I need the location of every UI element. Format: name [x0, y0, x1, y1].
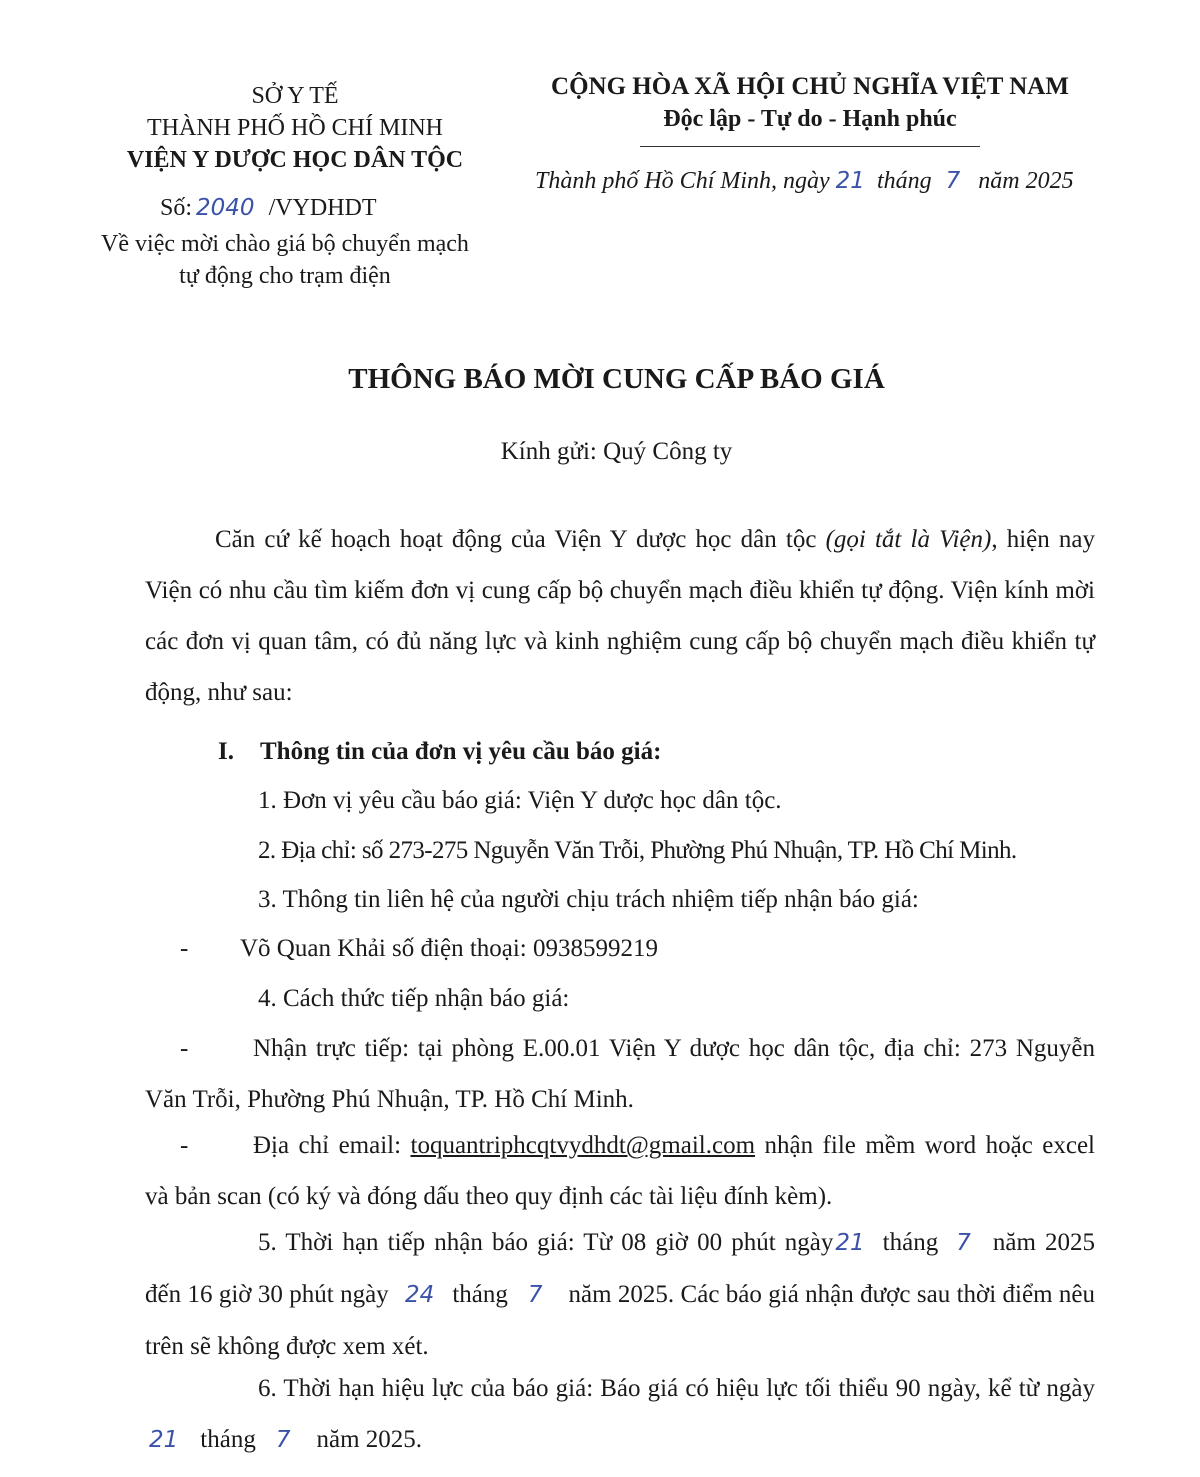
date-month: 7: [945, 168, 961, 194]
doc-number-value: 2040: [196, 195, 255, 221]
item-6-text-b: tháng: [200, 1426, 256, 1453]
doc-number-line: [160, 195, 377, 222]
doc-number-prefix: Số:: [160, 195, 193, 221]
item-5-month-1: 7: [956, 1230, 971, 1256]
item-5-day-2: 24: [405, 1282, 435, 1308]
item-5-text-b: tháng: [882, 1229, 939, 1256]
section-title: Thông tin của đơn vị yêu cầu báo giá:: [260, 738, 662, 765]
direct-receipt-text: Nhận trực tiếp: tại phòng E.00.01 Viện Y dược học dân tộc, địa chỉ: 273 Nguyễn Văn Trỗi, Phường Phú Nhuận, TP. Hồ Chí Minh.: [145, 1035, 1095, 1113]
contact-text: Võ Quan Khải số điện thoại: 0938599219: [240, 935, 659, 962]
item-5-text-d: tháng: [452, 1281, 508, 1308]
item-6-text-c: năm 2025.: [316, 1426, 423, 1453]
item-5-month-2: 7: [527, 1282, 543, 1308]
date-line: [535, 168, 1074, 195]
intro-paragraph: [145, 514, 1095, 718]
issuer-line-3: VIỆN Y DƯỢC HỌC DÂN TỘC: [126, 147, 464, 173]
item-6-day: 21: [149, 1427, 179, 1453]
email-suffix: nhận file mềm word hoặc excel và bản scan (có ký và đóng dấu theo quy định các tài liệu đính kèm).: [145, 1132, 1096, 1210]
national-motto: Độc lập - Tự do - Hạnh phúc: [663, 106, 957, 132]
issuer-line-1: SỞ Y TẾ: [251, 83, 339, 109]
intro-text-1: Căn cứ kế hoạch hoạt động của Viện Y dược học dân tộc: [215, 526, 817, 553]
subject-block: [80, 228, 490, 292]
date-month-label: tháng: [876, 168, 932, 194]
subject-line-2: tự động cho trạm điện: [179, 263, 391, 289]
item-5: [145, 1217, 1095, 1372]
item-2: 2. Địa chỉ: số 273-275 Nguyễn Văn Trỗi, Phường Phú Nhuận, TP. Hồ Chí Minh.: [258, 837, 1017, 864]
intro-text-2: , hiện nay Viện có nhu cầu tìm kiếm đơn vị cung cấp bộ chuyển mạch điều khiển tự động. Viện kính mời các đơn vị quan tâm, có đủ năng lực và kinh nghiệm cung cấp bộ chuyển mạch điều khiển tự động, như sau:: [145, 526, 1096, 706]
national-title: CỘNG HÒA XÃ HỘI CHỦ NGHĨA VIỆT NAM: [551, 73, 1069, 100]
date-prefix: Thành phố Hồ Chí Minh, ngày: [535, 168, 830, 194]
section-heading: [218, 738, 661, 766]
item-1: 1. Đơn vị yêu cầu báo giá: Viện Y dược học dân tộc.: [258, 787, 782, 814]
contact-line: - Võ Quan Khải số điện thoại: 0938599219: [180, 935, 659, 962]
direct-receipt: - Nhận trực tiếp: tại phòng E.00.01 Viện Y dược học dân tộc, địa chỉ: 273 Nguyễn Văn Trỗi, Phường Phú Nhuận, TP. Hồ Chí Minh.: [145, 1035, 1095, 1113]
item-5-day-1: 21: [835, 1230, 865, 1256]
page-title: THÔNG BÁO MỜI CUNG CẤP BÁO GIÁ: [348, 363, 885, 395]
item-6-text-a: 6. Thời hạn hiệu lực của báo giá: Báo giá có hiệu lực tối thiểu 90 ngày, kể từ ngày: [258, 1375, 1095, 1402]
item-5-text-e: năm 2025. Các báo giá nhận được sau thời điểm nêu trên sẽ không được xem xét.: [145, 1281, 1096, 1360]
item-5-text-a: 5. Thời hạn tiếp nhận báo giá: Từ 08 giờ 00 phút ngày: [258, 1229, 834, 1256]
issuer-line-2: THÀNH PHỐ HỒ CHÍ MINH: [147, 115, 443, 141]
date-day: 21: [835, 168, 865, 194]
item-3: 3. Thông tin liên hệ của người chịu trách nhiệm tiếp nhận báo giá:: [258, 886, 919, 913]
greeting: Kính gửi: Quý Công ty: [500, 438, 733, 465]
date-year: năm 2025: [978, 168, 1074, 194]
section-numeral: I.: [218, 738, 234, 765]
email-link[interactable]: toquantriphcqtvydhdt@gmail.com: [410, 1132, 756, 1159]
email-receipt: - Địa chỉ email: toquantriphcqtvydhdt@gmail.com nhận file mềm word hoặc excel và bản scan (có ký và đóng dấu theo quy định các tài liệu đính kèm).: [145, 1132, 1096, 1210]
intro-italic: (gọi tắt là Viện): [825, 526, 992, 553]
item-4: 4. Cách thức tiếp nhận báo giá:: [258, 985, 570, 1012]
motto-underline: [640, 146, 980, 147]
item-6: [145, 1363, 1095, 1466]
email-prefix: Địa chỉ email:: [253, 1132, 402, 1159]
item-6-month: 7: [275, 1427, 291, 1453]
doc-number-suffix: /VYDHDT: [268, 195, 377, 221]
item-5-text-c: năm 2025 đến 16 giờ 30 phút ngày: [145, 1229, 1095, 1308]
national-header: [520, 70, 1100, 136]
issuer-block: [95, 80, 495, 176]
subject-line-1: Về việc mời chào giá bộ chuyển mạch: [101, 231, 469, 257]
